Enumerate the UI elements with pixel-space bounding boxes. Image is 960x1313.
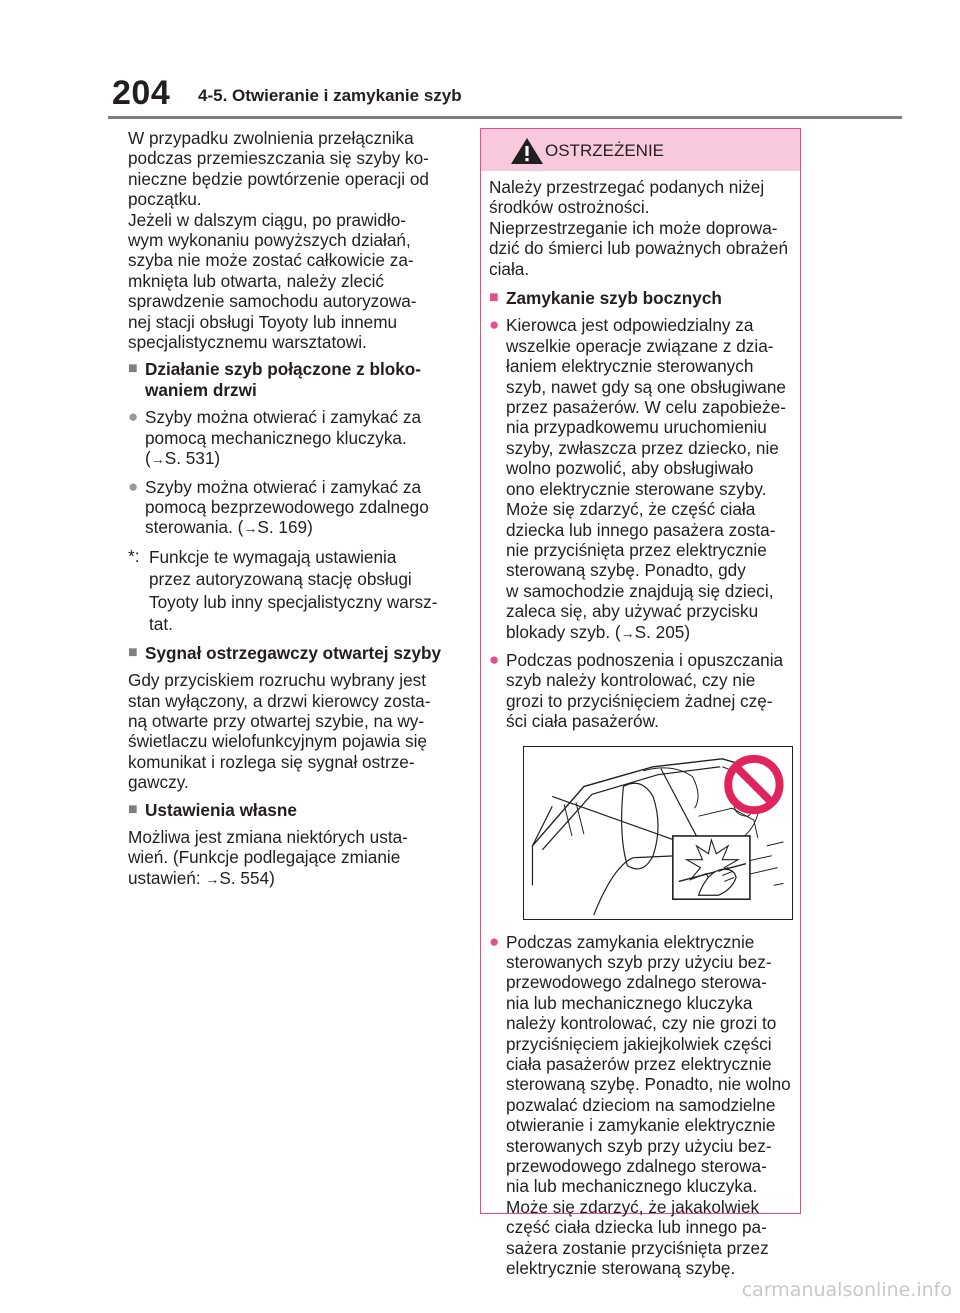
text-line: otwieranie i zamykanie elektrycznie [506, 1115, 776, 1136]
page-header [0, 0, 960, 120]
section-heading-customization [128, 800, 450, 820]
text-line: Szyby można otwierać i zamykać za [145, 476, 422, 497]
text-line: pomocą bezprzewodowego zdalnego [145, 496, 429, 517]
page-reference: S. 554) [219, 867, 275, 888]
list-item [489, 932, 797, 1279]
footnote-marker: *: [128, 545, 140, 566]
text-line: wym wykonaniu powyższych działań, [128, 230, 411, 251]
text-line: Funkcje te wymagają ustawienia [149, 546, 397, 567]
list-item [128, 477, 450, 539]
list-item: ● Szyby można otwierać i zamykać za pomocą mechanicznego kluczyka. (→S. 531) [128, 407, 422, 469]
text-line: Może się zdarzyć, że jakakolwiek [506, 1196, 760, 1217]
warning-intro [489, 177, 797, 279]
text-line: w samochodzie znajdują się dzieci, [506, 580, 774, 601]
warning-triangle-icon [509, 136, 545, 166]
text-line: świetlaczu wielofunkcyjnym pojawia się [128, 731, 427, 752]
text-line: ciała pasażerów przez elektrycznie [506, 1054, 772, 1074]
arrow-right-icon: → [243, 520, 258, 537]
list-item [489, 650, 797, 732]
text-line: Nieprzestrzeganie ich może doprowa- [489, 217, 778, 238]
section-title: 4-5. Otwieranie i zamykanie szyb [198, 86, 462, 105]
text-line: Podczas podnoszenia i opuszczania [506, 649, 784, 670]
square-bullet-icon: ■ [128, 800, 138, 818]
text-line: nia lub mechanicznego kluczyka. [506, 1176, 758, 1197]
text-line: sterowaną szybę. Ponadto, gdy [506, 560, 746, 581]
heading-line: Zamykanie szyb bocznych [506, 288, 722, 309]
text-line: sterowanych szyb przy użyciu bez- [506, 1135, 772, 1156]
text-line: szyba nie może zostać całkowicie za- [128, 250, 414, 271]
text-line: tat. [149, 614, 173, 635]
text-line: specjalistycznemu warsztatowi. [128, 332, 367, 353]
text-line: należy kontrolować, czy nie grozi to [506, 1013, 777, 1034]
heading-line: Działanie szyb połączone z bloko- [145, 359, 422, 380]
text-line: sterowanych szyb przy użyciu bez- [506, 951, 772, 972]
text-line: zaleca się, aby używać przycisku [506, 601, 759, 622]
text-line: nej stacji obsługi Toyoty lub innemu [128, 311, 398, 332]
arrow-right-icon: → [620, 624, 635, 641]
arrow-right-icon: → [205, 870, 220, 887]
intro-paragraph [128, 128, 450, 352]
text-line: Może się zdarzyć, że część ciała [506, 499, 756, 520]
text-line: szyb należy kontrolować, czy nie [506, 670, 756, 691]
arrow-right-icon: → [150, 451, 165, 468]
text-line: blokady szyb. ( [506, 621, 621, 642]
circle-bullet-icon: ● [128, 476, 139, 496]
text-line: grozi to przyciśnięciem żadnej czę- [506, 690, 773, 711]
text-line: szyby, zwłaszcza przez dziecko, nie [506, 437, 779, 458]
page-number: 204 [112, 74, 171, 112]
text-line: część ciała dziecka lub innego pa- [506, 1217, 767, 1238]
text-line: nie przyciśnięta przez elektrycznie [506, 539, 767, 560]
text-line: nia przypadkowemu uruchomieniu [506, 417, 767, 438]
circle-bullet-icon: ● [489, 649, 500, 669]
text-line: Jeżeli w dalszym ciągu, po prawidło- [128, 209, 406, 230]
paragraph [128, 670, 450, 792]
page-reference: S. 531) [164, 448, 221, 469]
text-line: sterowania. ( [145, 517, 244, 538]
text-line: wień. (Funkcje podlegające zmianie [128, 847, 401, 868]
paragraph [128, 827, 450, 889]
heading-line: waniem drzwi [145, 379, 257, 400]
text-line: ono elektrycznie sterowane szyby. [506, 478, 767, 499]
square-bullet-icon: ■ [489, 289, 499, 307]
watermark: carmanualsonline.info [741, 1279, 952, 1301]
text-line: wolno pozwolić, aby obsługiwało [506, 458, 754, 479]
page-reference: S. 205) [634, 621, 691, 642]
circle-bullet-icon: ● [128, 407, 139, 427]
text-line: pomocą mechanicznego kluczyka. [145, 427, 407, 448]
text-line: wszelkie operacje związane z dzia- [506, 335, 774, 356]
text-line: nia lub mechanicznego kluczyka [506, 992, 753, 1013]
warning-title: OSTRZEŻENIE [545, 141, 665, 160]
text-line: Podczas zamykania elektrycznie [506, 931, 755, 952]
text-line: łaniem elektrycznie sterowanych [506, 356, 754, 377]
text-line: podczas przemieszczania się szyby ko- [128, 148, 429, 169]
text-line: Należy przestrzegać podanych niżej [489, 177, 765, 197]
warning-header [481, 129, 800, 171]
text-line: przewodowego zdalnego sterowa- [506, 972, 767, 993]
heading-line: Sygnał ostrzegawczy otwartej szyby [145, 642, 442, 663]
text-line: środków ostrożności. [489, 197, 650, 218]
square-bullet-icon: ■ [128, 360, 138, 378]
text-line: ści ciała pasażerów. [506, 711, 659, 732]
text-line: Toyoty lub inny specjalistyczny warsz- [149, 591, 438, 612]
text-line: szyb, nawet gdy są one obsługiwane [506, 376, 786, 397]
circle-bullet-icon: ● [489, 931, 500, 951]
text-line: ną otwarte przy otwartej szybie, na wy- [128, 710, 425, 731]
text-line: Gdy przyciskiem rozruchu wybrany jest [128, 670, 427, 691]
text-line: ciała. [489, 258, 530, 279]
list-item [489, 315, 797, 643]
text-line: elektrycznie sterowaną szybę. [506, 1258, 736, 1279]
text-line: przewodowego zdalnego sterowa- [506, 1156, 767, 1177]
text-line: przez pasażerów. W celu zapobieże- [506, 397, 786, 418]
section-heading-open-window-warning [128, 643, 450, 663]
text-line: początku. [128, 189, 202, 210]
footnote [128, 546, 450, 636]
text-line: nieczne będzie powtórzenie operacji od [128, 168, 429, 189]
text-line: sprawdzenie samochodu autoryzowa- [128, 291, 417, 312]
text-line: komunikat i rozlega się sygnał ostrze- [128, 751, 415, 772]
text-line: przez autoryzowaną stację obsługi [149, 569, 412, 590]
text-line: sterowaną szybę. Ponadto, nie wolno [506, 1074, 791, 1095]
page-reference: S. 169) [257, 517, 313, 538]
text-line: przyciśnięciem jakiejkolwiek części [506, 1033, 772, 1054]
text-line: mknięta lub otwarta, należy zlecić [128, 270, 385, 291]
text-line: Możliwa jest zmiana niektórych usta- [128, 826, 408, 847]
window-pinch-illustration [523, 746, 793, 920]
text-line: dziecka lub innego pasażera zosta- [506, 519, 776, 540]
heading-line: Ustawienia własne [145, 799, 297, 820]
left-column [128, 128, 450, 889]
text-line: gawczy. [128, 772, 189, 793]
text-line: ustawień: [128, 867, 206, 888]
warning-heading [489, 288, 797, 308]
text-line: W przypadku zwolnienia przełącznika [128, 128, 414, 148]
square-bullet-icon: ■ [128, 643, 138, 661]
warning-box [480, 128, 801, 1279]
text-line: Kierowca jest odpowiedzialny za [506, 315, 754, 336]
text-line: sażera zostanie przyciśnięta przez [506, 1237, 769, 1258]
text-line: pozwalać dzieciom na samodzielne [506, 1094, 776, 1115]
text-line: stan wyłączony, a drzwi kierowcy zosta- [128, 690, 431, 711]
circle-bullet-icon: ● [489, 315, 500, 335]
text-line: Szyby można otwierać i zamykać za [145, 407, 422, 428]
warning-body [489, 177, 797, 1285]
text-line: dzić do śmierci lub poważnych obrażeń [489, 238, 789, 259]
header-divider [108, 116, 902, 119]
section-heading-window-lock [128, 359, 450, 400]
